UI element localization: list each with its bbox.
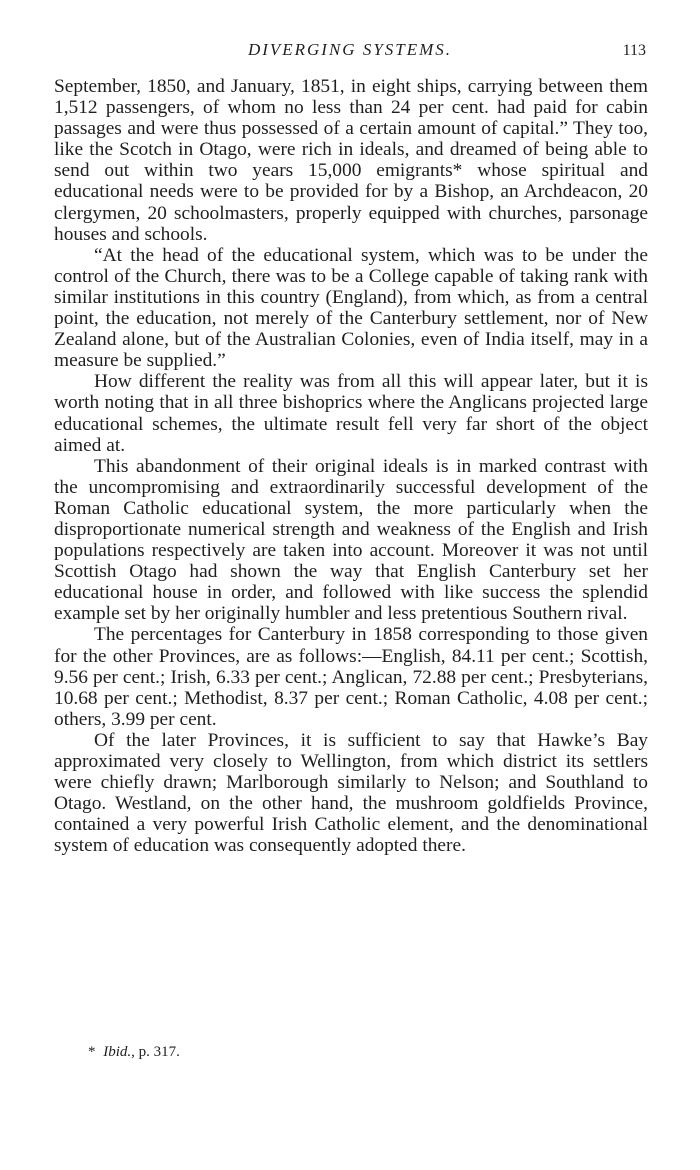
footnote-ibid: Ibid., xyxy=(103,1044,135,1060)
paragraph-later-provinces: Of the later Provinces, it is sufficient to say that Hawke’s Bay approximated very closely to Wellington, from which district its settlers were chiefly drawn; Marlborough similarly to Nelson; and Southland to Otago. Westland, on the other hand, the mushroom goldfields Province, contained a very powerful Irish Catholic element, and the denominational system of education was consequently adopted there. xyxy=(54,729,648,857)
footnote xyxy=(88,1044,180,1061)
paragraph-continued: September, 1850, and January, 1851, in eight ships, carrying between them 1,512 passengers, of whom no less than 24 per cent. had paid for cabin passages and were thus possessed of a certain amount of capital.” They too, like the Scotch in Otago, were rich in ideals, and dreamed of being able to send out within two years 15,000 emigrants* whose spiritual and educational needs were to be provided for by a Bishop, an Archdeacon, 20 clergymen, 20 schoolmasters, properly equipped with churches, parsonage houses and schools. xyxy=(54,76,648,245)
paragraph-abandonment: This abandonment of their original ideals is in marked contrast with the uncompromising and extraordinarily successful development of the Roman Catholic educational system, the more particularly when the disproportionate numerical strength and weakness of the English and Irish populations respectively are taken into account. Moreover it was not until Scottish Otago had shown the way that English Canterbury set her educational house in order, and followed with like success the splendid example set by her originally humbler and less pretentious Southern rival. xyxy=(54,455,648,625)
paragraph-percentages: The percentages for Canterbury in 1858 corresponding to those given for the other Provinces, are as follows:—English, 84.11 per cent.; Scottish, 9.56 per cent.; Irish, 6.33 per cent.; Anglican, 72.88 per cent.; Presbyterians, 10.68 per cent.; Methodist, 8.37 per cent.; Roman Catholic, 4.08 per cent.; others, 3.99 per cent. xyxy=(54,624,648,730)
paragraph-quotation: “At the head of the educational system, which was to be under the control of the Church, there was to be a College capable of taking rank with similar institutions in this country (England), from which, as from a central point, the education, not merely of the Canterbury settlement, nor of New Zealand alone, but of the Australian Colonies, even of India itself, may in a measure be supplied.” xyxy=(54,244,648,372)
body-text xyxy=(54,76,648,856)
paragraph-reality: How different the reality was from all this will appear later, but it is worth noting that in all three bishoprics where the Anglicans projected large educational schemes, the ultimate result fell very far short of the object aimed at. xyxy=(54,371,648,456)
page-number: 113 xyxy=(622,42,646,59)
running-title: DIVERGING SYSTEMS. xyxy=(247,40,453,59)
page-header xyxy=(54,40,646,66)
footnote-reference: p. 317. xyxy=(138,1044,180,1060)
footnote-marker: * xyxy=(88,1044,96,1060)
